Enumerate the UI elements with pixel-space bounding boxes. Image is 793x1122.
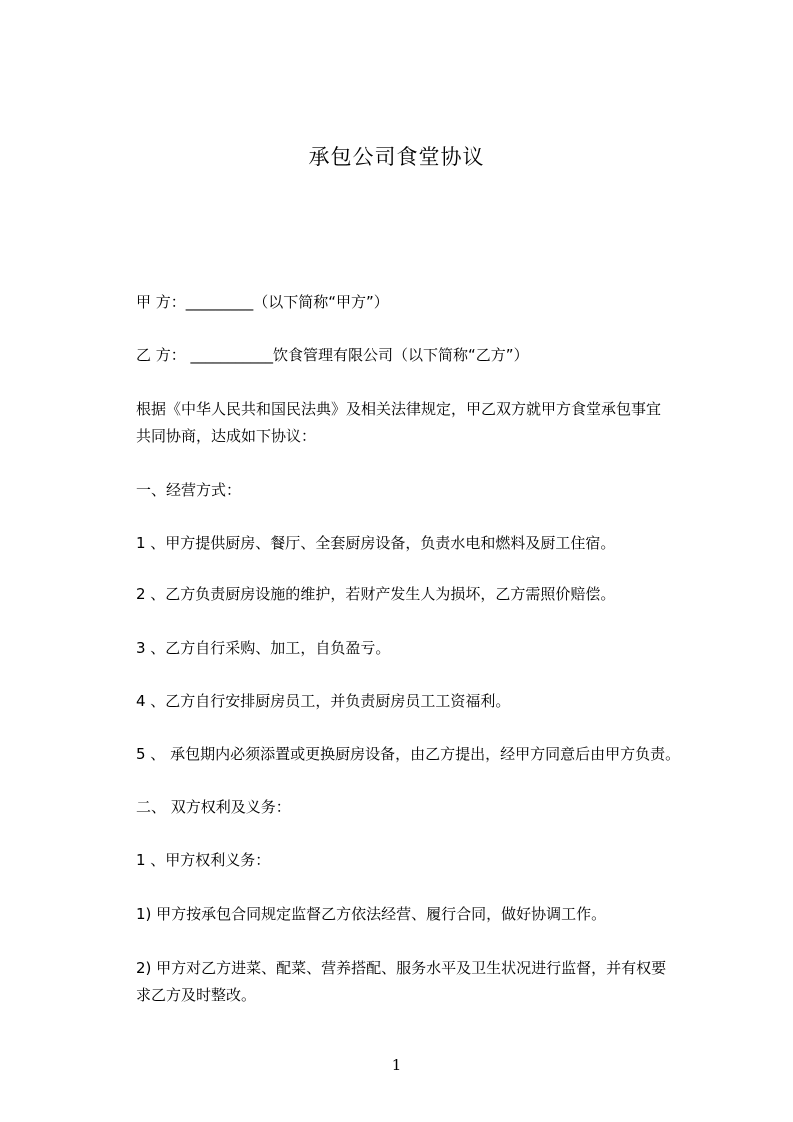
preamble-line-2: 共同协商，达成如下协议： xyxy=(136,427,317,445)
section2-heading: 二、 双方权利及义务： xyxy=(136,798,291,816)
section2-subheading: 1 、甲方权利义务： xyxy=(136,851,271,869)
party-a-line: 甲 方：_________（以下简称“甲方”） xyxy=(136,293,389,311)
section1-item: 4 、乙方自行安排厨房员工，并负责厨房员工工资福利。 xyxy=(136,692,511,710)
section1-item: 5 、 承包期内必须添置或更换厨房设备，由乙方提出，经甲方同意后由甲方负责。 xyxy=(136,745,681,763)
section1-item: 2 、乙方负责厨房设施的维护，若财产发生人为损坏，乙方需照价赔偿。 xyxy=(136,585,616,603)
document-title: 承包公司食堂协议 xyxy=(308,145,485,169)
section1-item: 1 、甲方提供厨房、餐厅、全套厨房设备，负责水电和燃料及厨工住宿。 xyxy=(136,534,616,552)
party-b-line: 乙 方： ___________饮食管理有限公司（以下简称“乙方”） xyxy=(136,346,529,364)
section2-point: 1) 甲方按承包合同规定监督乙方依法经营、履行合同，做好协调工作。 xyxy=(136,905,607,923)
section2-point-line-2: 求乙方及时整改。 xyxy=(136,986,257,1004)
section2-point-line-1: 2) 甲方对乙方进菜、配菜、营养搭配、服务水平及卫生状况进行监督，并有权要 xyxy=(136,959,667,977)
section1-item: 3 、乙方自行采购、加工，自负盈亏。 xyxy=(136,639,391,657)
section1-heading: 一、经营方式： xyxy=(136,481,242,499)
preamble-line-1: 根据《中华人民共和国民法典》及相关法律规定，甲乙双方就甲方食堂承包事宜 xyxy=(136,400,662,418)
page-number: 1 xyxy=(391,1056,402,1074)
